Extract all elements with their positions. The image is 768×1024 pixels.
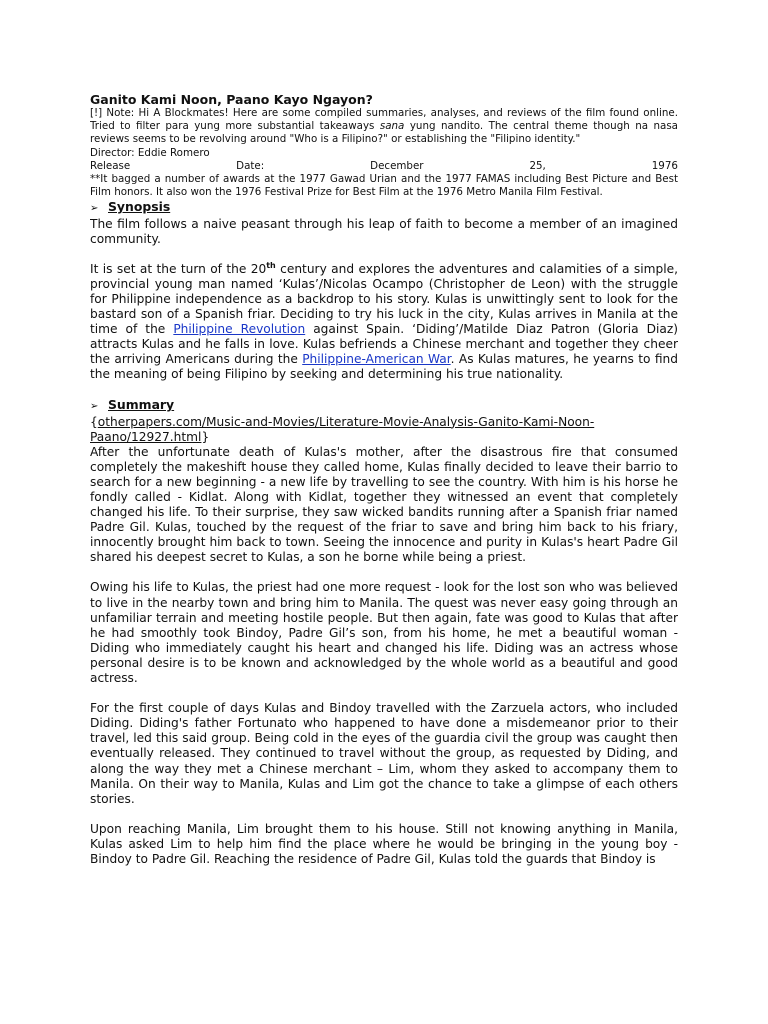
- synopsis-paragraph: The film follows a naive peasant through his leap of faith to become a member of an imagined community.: [90, 216, 678, 246]
- release-day: 25,: [529, 159, 546, 172]
- synopsis-section: [90, 217, 678, 398]
- note-text-end: yung nandito. The central theme though na nasa reviews seems to be revolving around "Who is a Filipino?" or establishing the "Filipino identity.": [90, 120, 678, 146]
- summary-paragraph: Upon reaching Manila, Lim brought them to his house. Still not knowing anything in Manila, Kulas asked Lim to help him find the place where he would be bringing in the young boy - Bindoy to Padre Gil. Reaching the residence of Padre Gil, Kulas told the guards that Bindoy is: [90, 821, 678, 866]
- synopsis-text: It is set at the turn of the 20: [90, 261, 267, 276]
- header-notes: [90, 107, 678, 199]
- release-year: 1976: [651, 159, 678, 172]
- synopsis-heading: [90, 199, 678, 216]
- release-date-label: Date:: [236, 159, 265, 172]
- awards-paragraph: **It bagged a number of awards at the 1977 Gawad Urian and the 1977 FAMAS including Best Picture and Best Film honors. It also won the 1976 Festival Prize for Best Film at the 1976 Metro Manila Film Festival.: [90, 173, 678, 199]
- summary-heading-label: Summary: [108, 397, 175, 413]
- superscript: th: [266, 260, 276, 270]
- release-label: Release: [90, 159, 131, 172]
- synopsis-heading-label: Synopsis: [108, 199, 171, 215]
- summary-paragraph: For the first couple of days Kulas and Bindoy travelled with the Zarzuela actors, who included Diding. Diding's father Fortunato who happened to have done a misdemeanor prior to their travel, led this said group. Being cold in the eyes of the guardia civil the group was caught then eventually released. They continued to travel without the group, as requested by Diding, and along the way they met a Chinese merchant – Lim, whom they asked to accompany them to Manila. On their way to Manila, Kulas and Lim got the chance to take a glimpse of each others stories.: [90, 701, 678, 806]
- note-text: [!] Note: Hi A Blockmates! Here are some compiled summaries, analyses, and reviews of the film found online. Tried to filter para yung more substantial takeaways: [90, 107, 678, 133]
- director-line: Director: Eddie Romero: [90, 146, 210, 159]
- summary-paragraph: After the unfortunate death of Kulas's mother, after the disastrous fire that consumed completely the makeshift house they called home, Kulas finally decided to leave their barrio to search for a new beginning - a new life by travelling to see the country. With him is his horse he fondly called - Kidlat. Along with Kidlat, together they witnessed an event that completely changed his life. To their surprise, they saw wicked bandits running after a Spanish friar named Padre Gil. Kulas, touched by the request of the friar to save and bring him back to his friary, innocently brought him back to town. Seeing the innocence and purity in Kulas's heart Padre Gil shared his deepest secret to Kulas, a son he borne while being a priest.: [90, 444, 678, 565]
- synopsis-text: . As Kulas matures, he yearns to find the meaning of being Filipino by seeking and determining his true nationality.: [90, 352, 678, 382]
- document-page: [90, 92, 678, 1022]
- source-link[interactable]: otherpapers.com/Music-and-Movies/Literature-Movie-Analysis-Ganito-Kami-Noon-Paano/12927.html: [90, 414, 595, 444]
- source-citation: [90, 415, 678, 445]
- summary-section: [90, 415, 678, 868]
- brace-close: }: [201, 429, 210, 444]
- release-date-line: [90, 160, 678, 173]
- summary-paragraph: Owing his life to Kulas, the priest had one more request - look for the lost son who was believed to live in the nearby town and bring him to Manila. The quest was never easy going through an unfamiliar terrain and meeting hostile people. But then again, fate was good to Kulas that after he had smoothly took Bindoy, Padre Gil’s son, from his home, he met a beautiful woman - Diding who immediately caught his heart and changed his life. Diding was an actress whose personal desire is to be known and acknowledged by the whole world as a beautiful and good actress.: [90, 580, 678, 686]
- synopsis-text: against Spain. ‘Diding’/Matilde Diaz Patron (Gloria Diaz) attracts Kulas and he falls in love. Kulas befriends a Chinese merchant and together they cheer the arriving Americans during the: [90, 322, 678, 367]
- philippine-revolution-link[interactable]: Philippine Revolution: [173, 322, 306, 337]
- synopsis-paragraph: [90, 262, 678, 383]
- note-paragraph: [90, 107, 678, 147]
- synopsis-text: century and explores the adventures and calamities of a simple, provincial young man named ‘Kulas’/Nicolas Ocampo (Christopher de Leon) with the struggle for Philippine independence as a backdrop to his story. Kulas is unwittingly sent to look for the bastard son of a Spanish friar. Deciding to try his luck in the city, Kulas arrives in Manila at the time of the: [90, 261, 678, 337]
- arrow-bullet-icon: ➢: [90, 401, 99, 413]
- summary-heading: [90, 397, 678, 414]
- document-title: Ganito Kami Noon, Paano Kayo Ngayon?: [90, 92, 373, 107]
- release-month: December: [370, 159, 424, 172]
- brace-open: {: [90, 414, 98, 429]
- note-emphasis: sana: [379, 120, 405, 133]
- philippine-american-war-link[interactable]: Philippine-American War: [302, 352, 451, 367]
- arrow-bullet-icon: ➢: [90, 203, 99, 215]
